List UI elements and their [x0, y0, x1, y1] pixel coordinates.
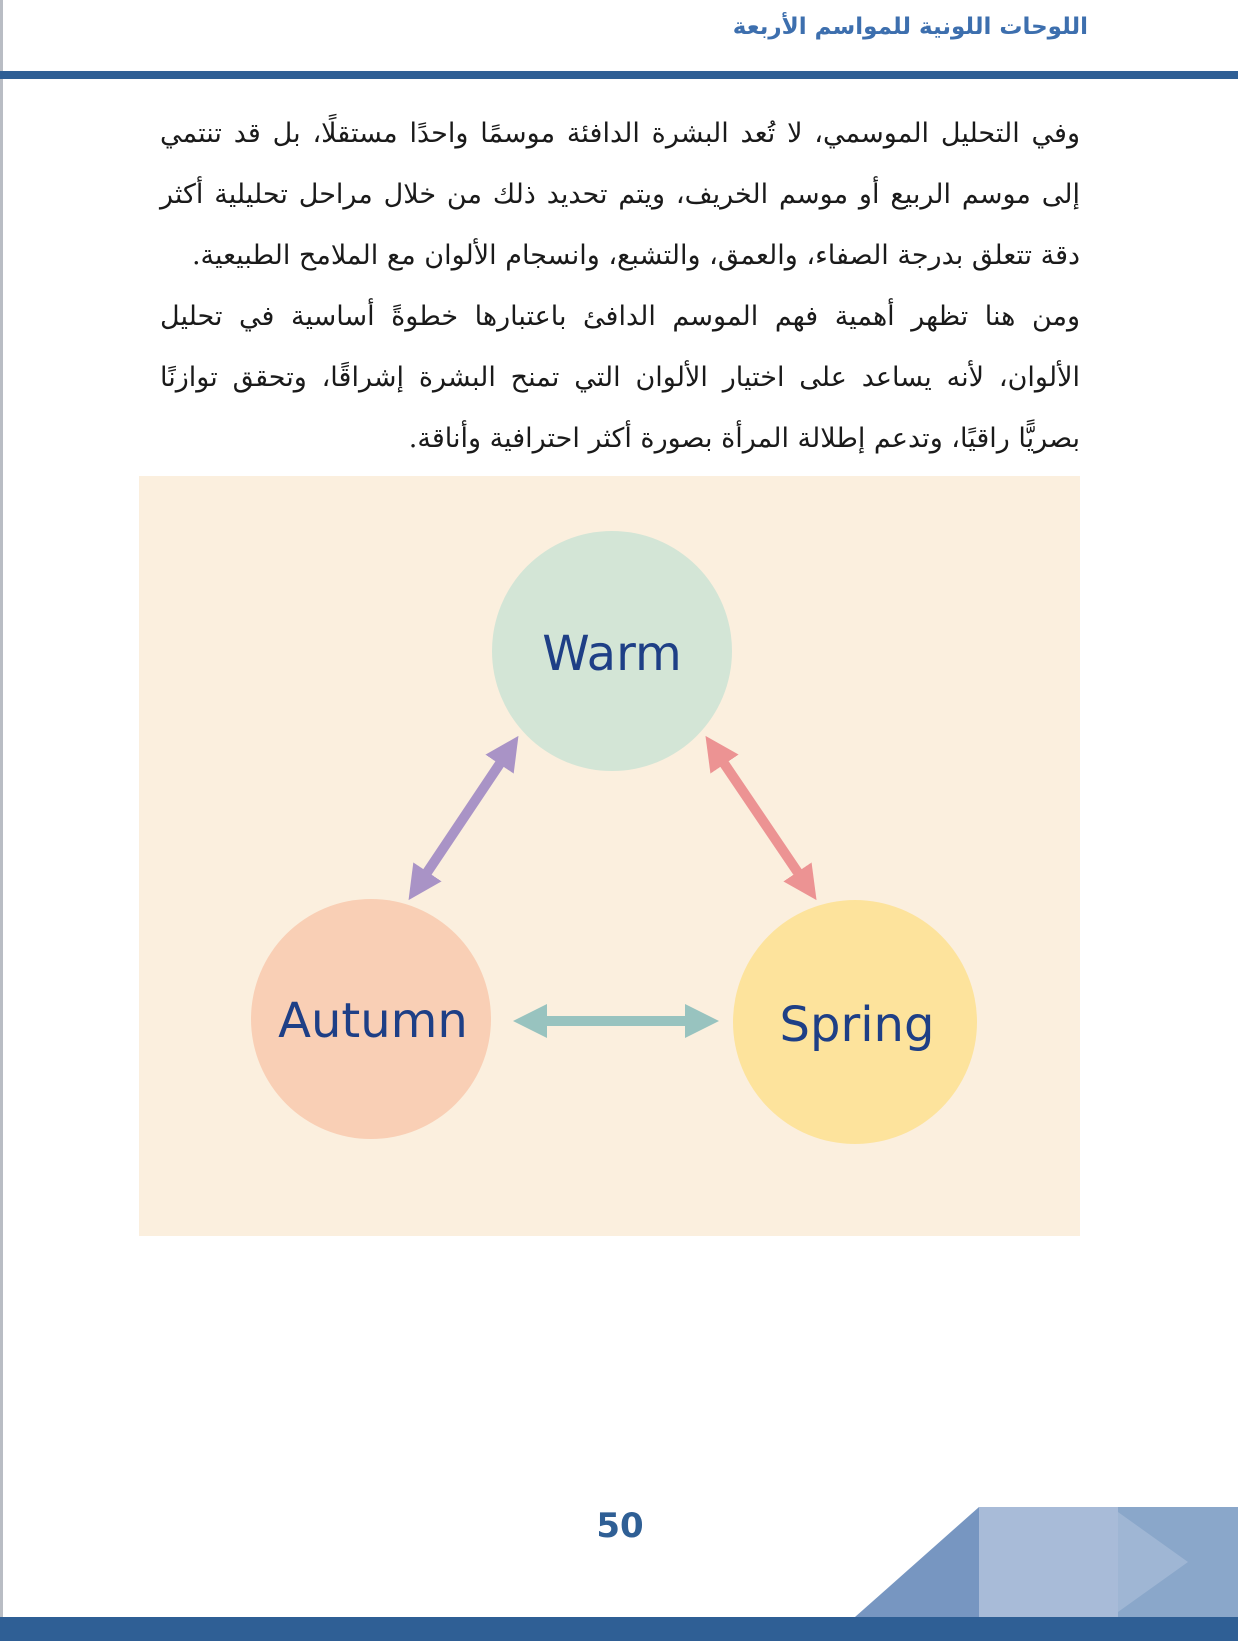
spring-label: Spring — [779, 997, 935, 1053]
header-rule — [0, 71, 1238, 79]
season-diagram — [139, 476, 1080, 1236]
body-text — [160, 103, 1080, 469]
warm-label: Warm — [542, 626, 682, 682]
warm-autumn-arrow — [418, 750, 509, 886]
paragraph-2: ومن هنا تظهر أهمية فهم الموسم الدافئ باعتبارها خطوةً أساسية في تحليل الألوان، لأنه يساعد على اختيار الألوان التي تمنح البشرة إشراقًا، وتحقق توازنًا بصريًّا راقيًا، وتدعم إطلالة المرأة بصورة أكثر احترافية وأناقة. — [160, 301, 1080, 454]
footer-shape-middle — [979, 1507, 1118, 1617]
page-number: 50 — [596, 1506, 644, 1546]
running-header: اللوحات اللونية للمواسم الأربعة — [732, 14, 1088, 40]
autumn-label: Autumn — [278, 993, 468, 1049]
season-diagram-svg — [139, 476, 1080, 1236]
footer-bar — [0, 1617, 1238, 1641]
page-edge — [0, 0, 3, 1641]
footer-shape-right — [1118, 1507, 1238, 1617]
footer-shape-back — [855, 1507, 1238, 1617]
warm-spring-arrow — [715, 750, 807, 886]
paragraph-1: وفي التحليل الموسمي، لا تُعد البشرة الدافئة موسمًا واحدًا مستقلًا، بل قد تنتمي إلى موسم الربيع أو موسم الخريف، ويتم تحديد ذلك من خلال مراحل تحليلية أكثر دقة تتعلق بدرجة الصفاء، والعمق، والتشبع، وانسجام الألوان مع الملامح الطبيعية. — [160, 118, 1080, 271]
footer-chevron — [1118, 1512, 1188, 1612]
